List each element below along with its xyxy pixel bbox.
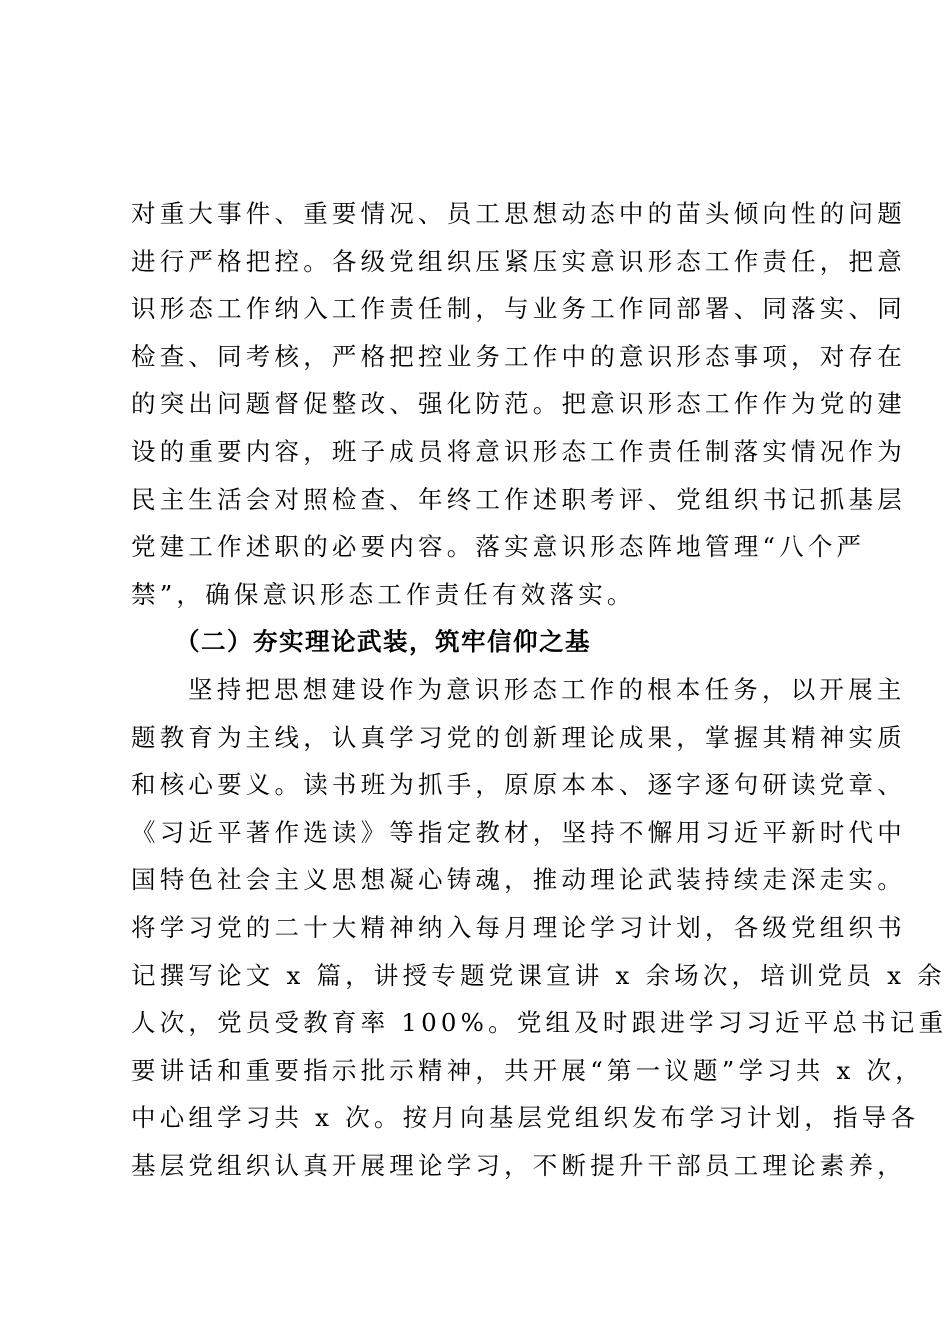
text-line: 设的重要内容，班子成员将意识形态工作责任制落实情况作为	[131, 436, 906, 466]
text-line: 基层党组织认真开展理论学习，不断提升干部员工理论素养，	[131, 1150, 906, 1180]
text-line: 的突出问题督促整改、强化防范。把意识形态工作作为党的建	[131, 389, 906, 419]
document-body	[131, 190, 948, 1189]
text-line: 人次，党员受教育率 100%。党组及时跟进学习习近平总书记重	[131, 1008, 948, 1038]
text-line: 中心组学习共 x 次。按月向基层党组织发布学习计划，指导各	[131, 1103, 920, 1133]
paragraph-responsibility	[131, 190, 906, 618]
section-heading: （二）夯实理论武装，筑牢信仰之基	[175, 627, 591, 657]
text-line: 题教育为主线，认真学习党的创新理论成果，掌握其精神实质	[131, 722, 906, 752]
text-line: 要讲话和重要指示批示精神，共开展“第一议题”学习共 x 次，	[131, 1055, 924, 1085]
paragraph-theory	[131, 666, 948, 1190]
text-line: 识形态工作纳入工作责任制，与业务工作同部署、同落实、同	[131, 294, 906, 324]
text-line: 国特色社会主义思想凝心铸魂，推动理论武装持续走深走实。	[131, 865, 906, 895]
text-line: 记撰写论文 x 篇，讲授专题党课宣讲 x 余场次，培训党员 x 余	[131, 960, 946, 990]
text-line: 和核心要义。读书班为抓手，原原本本、逐字逐句研读党章、	[131, 770, 906, 800]
text-line: 对重大事件、重要情况、员工思想动态中的苗头倾向性的问题	[131, 199, 906, 228]
text-line: 将学习党的二十大精神纳入每月理论学习计划，各级党组织书	[131, 912, 906, 942]
text-line: 进行严格把控。各级党组织压紧压实意识形态工作责任，把意	[131, 246, 906, 276]
text-line: 禁”，确保意识形态工作责任有效落实。	[131, 579, 636, 609]
text-line: 《习近平著作选读》等指定教材，坚持不懈用习近平新时代中	[131, 817, 906, 847]
text-line: 坚持把思想建设作为意识形态工作的根本任务，以开展主	[188, 674, 906, 704]
text-line: 检查、同考核，严格把控业务工作中的意识形态事项，对存在	[131, 341, 906, 371]
text-line: 民主生活会对照检查、年终工作述职考评、党组织书记抓基层	[131, 484, 906, 514]
text-line: 党建工作述职的必要内容。落实意识形态阵地管理“八个严	[131, 532, 866, 562]
